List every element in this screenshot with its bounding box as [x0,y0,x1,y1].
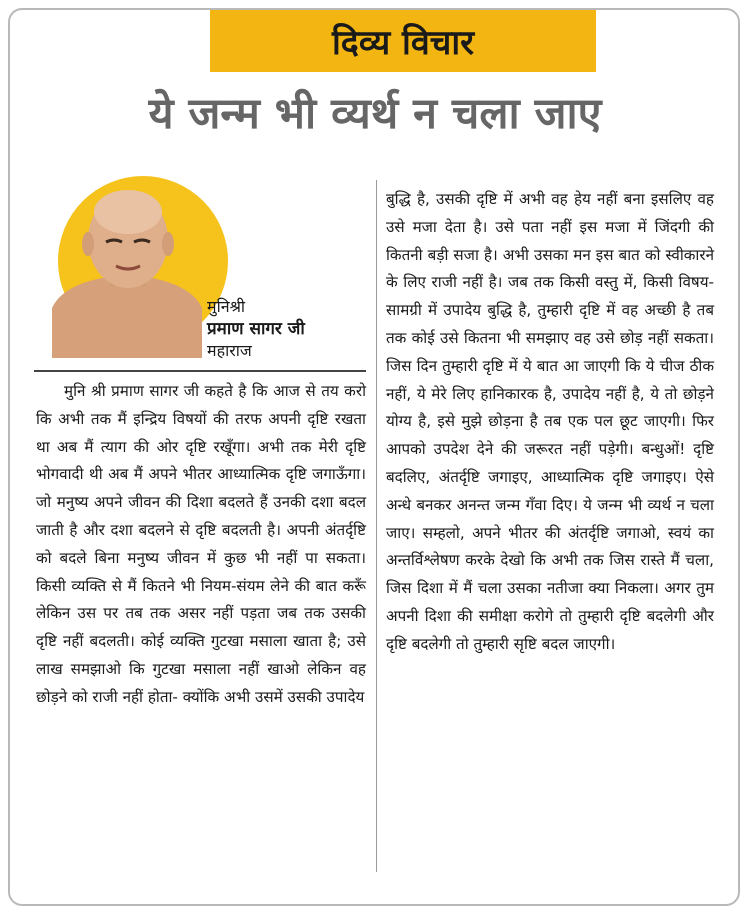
column-divider [376,180,377,872]
section-banner [210,10,596,72]
author-suffix: महाराज [207,341,252,360]
left-column-text: मुनि श्री प्रमाण सागर जी कहते है कि आज से तय करो कि अभी तक मैं इन्द्रिय विषयों की तरफ अपनी दृष्टि रखता था अब मैं त्याग की ओर दृष्टि रखूँगा। अभी तक मेरी दृष्टि भोगवादी थी अब मैं अपने भीतर आध्यात्मिक दृष्टि जगाऊँगा। जो मनुष्य अपने जीवन की दिशा बदलते हैं उनकी दशा बदल जाती है और दशा बदलने से दृष्टि बदलती है। अपनी अंतर्दृष्टि को बदले बिना मनुष्य जीवन में कुछ भी नहीं पा सकता। किसी व्यक्ति से मैं कितने भी नियम-संयम लेने की बात करूँ लेकिन उस पर तब तक असर नहीं पड़ता जब तक उसकी दृष्टि नहीं बदलती। कोई व्यक्ति गुटखा मसाला खाता है; उसे लाख समझाओ कि गुटखा मसाला नहीं खाओ लेकिन वह छोड़ने को राजी नहीं होता- क्योंकि अभी उसमें उसकी उपादेय [36,382,366,706]
author-name: प्रमाण सागर जी [207,319,305,339]
author-prefix: मुनिश्री [207,297,246,316]
section-banner-label: दिव्य विचार [331,23,475,63]
author-byline [207,296,305,362]
article-headline: ये जन्म भी व्यर्थ न चला जाए [148,89,602,139]
left-column-divider [34,370,366,372]
right-column-text: बुद्धि है, उसकी दृष्टि में अभी वह हेय नहीं बना इसलिए वह उसे मजा देता है। उसे पता नहीं इस मजा में जिंदगी की कितनी बड़ी सजा है। अभी उसका मन इस बात को स्वीकारने के लिए राजी नहीं है। जब तक किसी वस्तु में, किसी विषय-सामग्री में उपादेय बुद्धि है, तुम्हारी दृष्टि में वह अच्छी है तब तक कोई उसे कितना भी समझाए वह उसे छोड़ नहीं सकता। जिस दिन तुम्हारी दृष्टि में ये बात आ जाएगी कि ये चीज ठीक नहीं, ये मेरे लिए हानिकारक है, उपादेय नहीं है, ये तो छोड़ने योग्य है, इसे मुझे छोड़ना है तब एक पल छूट जाएगी। फिर आपको उपदेश देने की जरूरत नहीं पड़ेगी। बन्धुओं! दृष्टि बदलिए, अंतर्दृष्टि जगाइए, आध्यात्मिक दृष्टि जगाइए। ऐसे अन्धे बनकर अनन्त जन्म गँवा दिए। ये जन्म भी व्यर्थ न चला जाए। सम्हलो, अपने भीतर की अंतर्दृष्टि जगाओ, स्वयं का अन्तर्विश्लेषण करके देखो कि अभी तक जिस रास्ते मैं चला, जिस दिशा में मैं चला उसका नतीजा क्या निकला। अगर तुम अपनी दिशा की समीक्षा करोगे तो तुम्हारी दृष्टि बदलेगी और दृष्टि बदलेगी तो तुम्हारी सृष्टि बदल जाएगी। [386,190,714,653]
author-portrait [52,178,202,358]
